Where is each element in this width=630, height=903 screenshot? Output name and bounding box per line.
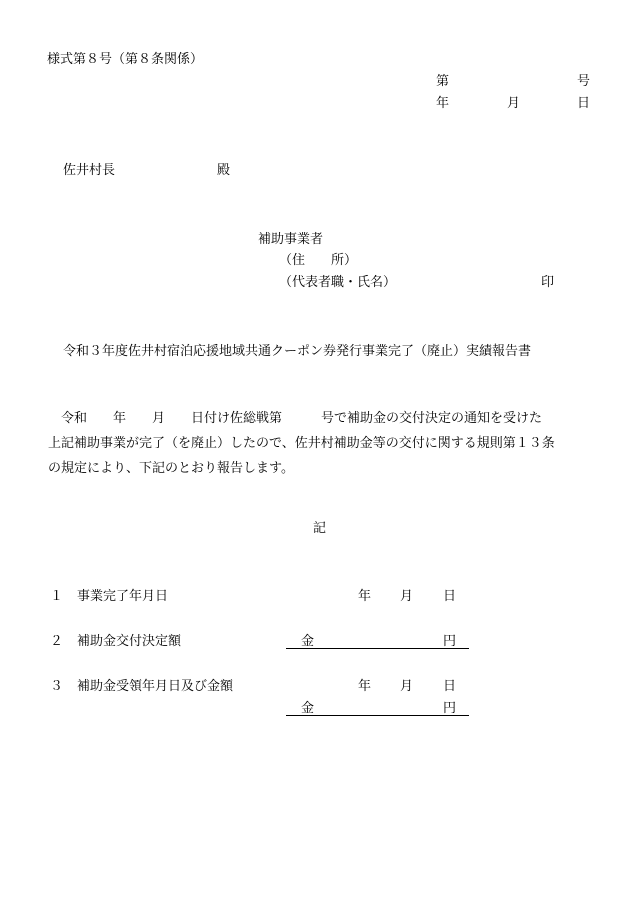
amount-underline (286, 715, 469, 716)
item-day: 日 (443, 589, 457, 604)
item-number: ２ (50, 634, 64, 649)
item-year: 年 (358, 589, 372, 604)
body-line: 令和 年 月 日付け佐総戦第 号で補助金の交付決定の通知を受けた (48, 411, 543, 426)
doc-number-suffix: 号 (577, 74, 591, 89)
amount-underline (286, 648, 469, 649)
item-money-suffix: 円 (443, 701, 457, 716)
item-month: 月 (400, 589, 414, 604)
item-number: １ (50, 589, 64, 604)
form-number: 様式第８号（第８条関係） (47, 52, 204, 67)
addressee-honorific: 殿 (217, 163, 231, 178)
date-month: 月 (507, 96, 521, 111)
date-year: 年 (436, 96, 450, 111)
item-label: 補助金受領年月日及び金額 (77, 679, 234, 694)
body-line: の規定により、下記のとおり報告します。 (48, 461, 294, 476)
item-number: ３ (50, 679, 64, 694)
addressee-name: 佐井村長 (63, 163, 116, 178)
document-title: 令和３年度佐井村宿泊応援地域共通クーポン券発行事業完了（廃止）実績報告書 (63, 344, 532, 359)
body-paragraph (48, 406, 593, 481)
item-label: 事業完了年月日 (77, 589, 169, 604)
doc-number-prefix: 第 (436, 74, 450, 89)
applicant-heading: 補助事業者 (258, 232, 324, 247)
ki-heading: 記 (313, 521, 327, 536)
applicant-representative-label: （代表者職・氏名） (279, 275, 397, 290)
item-money-prefix: 金 (301, 634, 315, 649)
item-label: 補助金交付決定額 (77, 634, 182, 649)
item-day: 日 (443, 679, 457, 694)
applicant-address-label: （住 所） (279, 253, 358, 268)
seal-mark: 印 (541, 275, 555, 290)
item-money-prefix: 金 (301, 701, 315, 716)
date-day: 日 (577, 96, 591, 111)
body-line: 上記補助事業が完了（を廃止）したので、佐井村補助金等の交付に関する規則第１３条 (48, 436, 555, 451)
item-month: 月 (400, 679, 414, 694)
item-year: 年 (358, 679, 372, 694)
item-money-suffix: 円 (443, 634, 457, 649)
